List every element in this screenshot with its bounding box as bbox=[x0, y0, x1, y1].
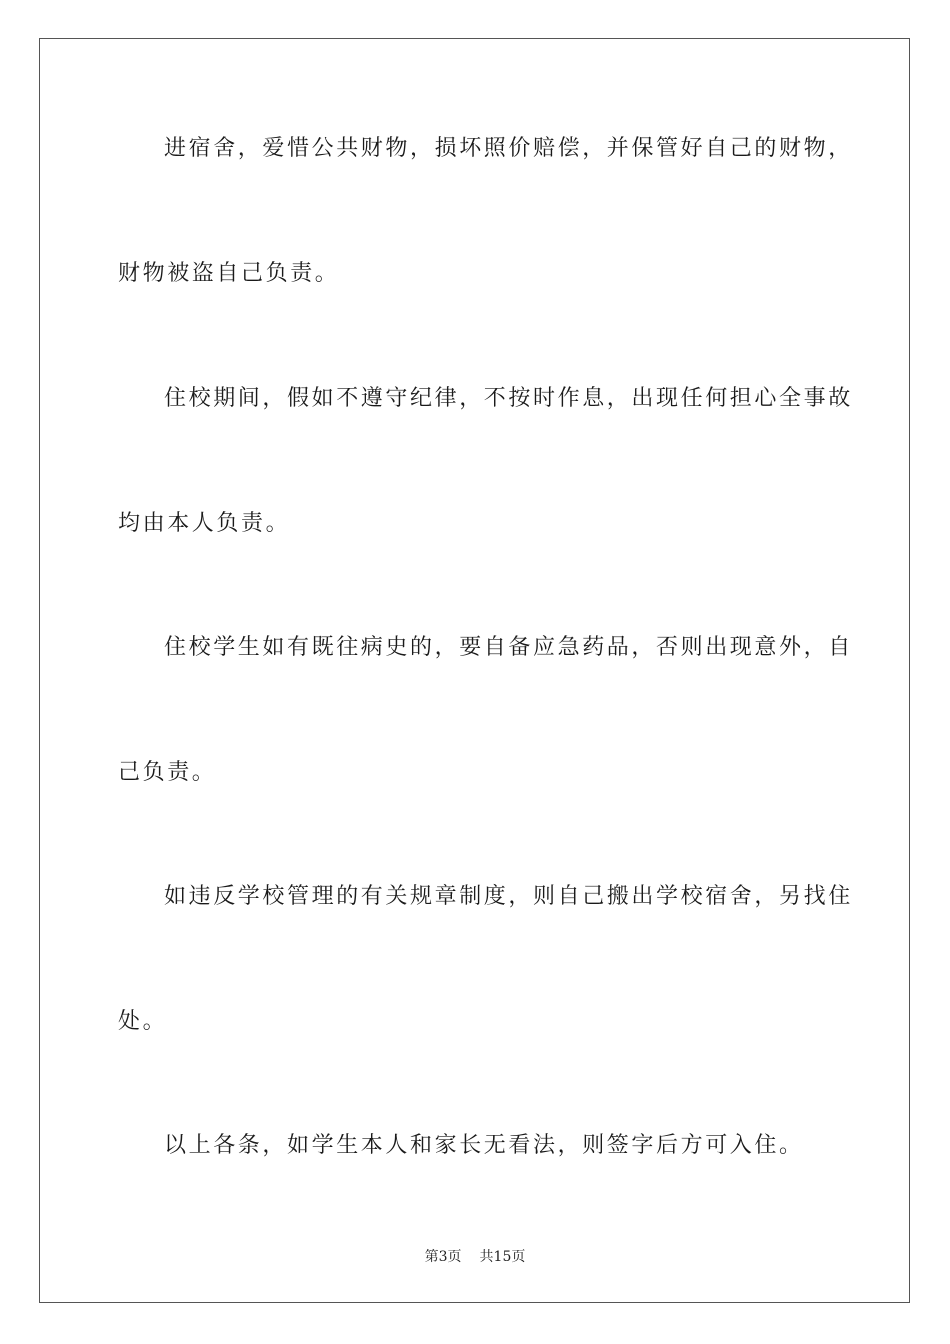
paragraph-line: 住校期间，假如不遵守纪律，不按时作息，出现任何担心全事故 bbox=[164, 386, 853, 411]
page-number-current: 第3页 bbox=[424, 1249, 462, 1265]
paragraph-line: 己负责。 bbox=[118, 760, 217, 785]
paragraph-line: 住校学生如有既往病史的，要自备应急药品，否则出现意外，自 bbox=[164, 635, 853, 660]
page-number-total: 共15页 bbox=[479, 1249, 526, 1265]
paragraph-line: 如违反学校管理的有关规章制度，则自己搬出学校宿舍，另找住 bbox=[164, 884, 853, 909]
paragraph-line: 处。 bbox=[118, 1009, 168, 1034]
paragraph-line: 以上各条，如学生本人和家长无看法，则签字后方可入住。 bbox=[164, 1133, 804, 1158]
page-border bbox=[39, 38, 910, 1303]
paragraph-line: 财物被盗自己负责。 bbox=[118, 261, 340, 286]
paragraph-line: 进宿舍，爱惜公共财物，损坏照价赔偿，并保管好自己的财物， bbox=[164, 136, 853, 161]
page-footer bbox=[0, 1248, 950, 1266]
paragraph-line: 均由本人负责。 bbox=[118, 511, 291, 536]
